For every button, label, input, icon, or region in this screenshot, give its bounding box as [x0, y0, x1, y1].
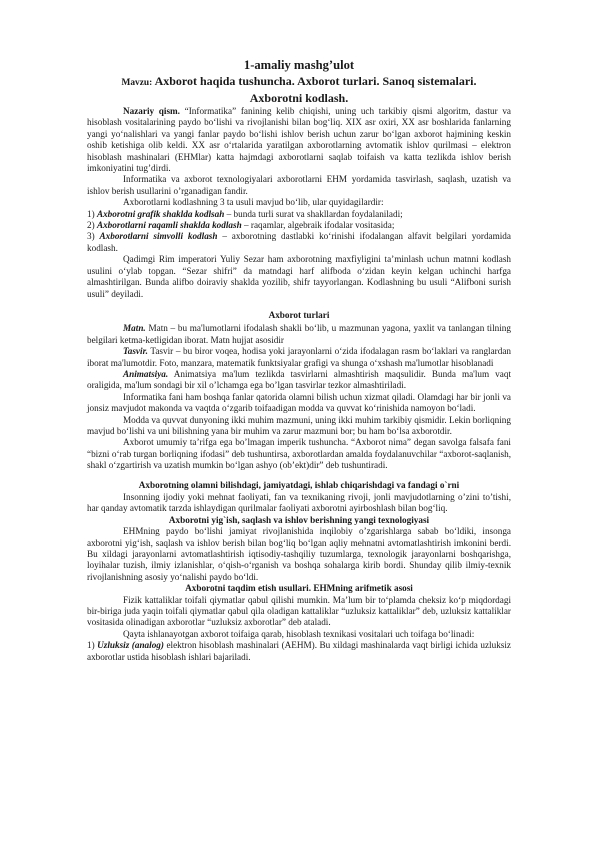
list-item	[87, 209, 511, 220]
info-type-item	[87, 369, 511, 392]
list-item-term: Axborotlarni raqamli shaklda kodlash	[96, 220, 242, 231]
page-title: 1-amaliy mashg’ulot	[243, 58, 355, 72]
section-heading-info-types: Axborot turlari	[268, 309, 330, 320]
list-item-text: elektron hisoblash mashinalari (AEHM). Bu xildagi mashinalarda vaqt birligi ichida uzluksiz axborotlar ustida hisoblash ishlari bajariladi.	[87, 640, 511, 662]
info-type-text: Animatsiya ma'lum tezlikda tasvirlarni almashtirish maqsulidir. Bunda ma'lum vaqt oraligida, ma'lum sondagi bir xil o’lchamga ega bo’lgan tasvirlar tezkor almashtiriladi.	[87, 368, 511, 391]
intro-paragraph-3: Axborotlarni kodlashning 3 ta usuli mavjud bo‘lib, ular quyidagilardir:	[123, 197, 384, 208]
info-type-text: Matn – bu ma'lumotlarni ifodalash shakli bo‘lib, u mazmunan yagona, yaxlit va tanlangan tilning belgilari ketma-ketligidan iborat. Matn hujjat asosidir	[87, 323, 511, 345]
section4-paragraph-2: Qayta ishlanayotgan axborot toifaiga qarab, hisoblash texnikasi vositalari uch toifaga bo‘linadi:	[123, 628, 475, 639]
section4-paragraph-1: Fizik kattaliklar toifali qiymatlar qabul qilishi mumkin. Ma’lum bir to‘plamda cheksiz ko‘p miqdordagi bir-biriga juda yaqin toifali qiymatlar qabul qila oladigan kattaliklar “uzluksiz kattaliklar” deb, uzluksiz kattaliklar vositasida olinadigan axborotlar “uzluksiz axborotlar” deb ataladi.	[87, 594, 511, 628]
topic-text: Axborot haqida tushuncha. Axborot turlari. Sanoq sistemalari.	[154, 74, 477, 88]
list-item-number: 1)	[87, 208, 97, 219]
intro-text-1: “Informatika” fanining kelib chiqishi, uning uch tarkibiy qismi algoritm, dastur va hisoblash vositalarining paydo bo‘lishi va rivojlanishi bilan bog‘liq. XIX asr oxiri, XX asr boshlarida fanlarning yangi yo‘nalishlari va yangi fanlar paydo bo‘lishi ishlov berish uchun zarur bo‘lgan axborot hajmining keskin oshib ketishiga olib keldi. XX asr o‘rtalarida yaratilgan axborotlarning avtomatik ishlov qurilmasi – elektron hisoblash mashinalari (EHMlar) katta hajmdagi axborotlarni saqlab toifaish va katta tezlikda ishlov berish imkoniyatini tug’dirdi.	[87, 106, 512, 174]
info-type-item	[87, 346, 511, 369]
topic-label: Mavzu:	[121, 78, 153, 88]
intro-paragraph-2: Informatika va axborot texnologiyalari axborotlarni EHM yordamida tasvirlash, saqlash, uzatish va ishlov berish usullarini o’rganadigan fandir.	[87, 174, 511, 196]
section3-paragraph-1: EHMning paydo bo‘lishi jamiyat rivojlanishida inqilobiy o’zgarishlarga sabab bo‘ldiki, insonga axborotni yig‘ish, saqlash va ishlov berish bilan bog‘liq bo‘lgan aqliy mehnatni avtomatlashtirish imkonini berdi. Bu xildagi jarayonlarni avtomatlashtirish iqtisodiy-tashqiliy tuzumlarga, texnologik jarayonlarni boshqarishga, loyihalar tuzish, ilmiy izlanishlar, o‘qish-o‘rganish va boshqa sohalarga kirib bordi. Shunday qilib ilmiy-texnik rivojlanishning asosiy yo‘nalishi paydo bo‘ldi.	[87, 526, 511, 582]
list-item-number: 1)	[87, 640, 98, 651]
theory-lead: Nazariy qism.	[123, 106, 180, 116]
section1-paragraph-1: Informatika fani ham boshqa fanlar qatorida olamni bilish uchun xizmat qiladi. Olamdagi har bir jonli va jonsiz mavjudot makonda va vaqtda o‘zgarib toifaadigan modda va quvvat ko‘rinishida namoyon bo‘ladi.	[87, 391, 511, 414]
list-item-term: Axborotlarni simvolli kodlash	[99, 231, 218, 242]
list-item	[87, 640, 511, 663]
list-item-text: – raqamlar, algebraik ifodalar vositasida;	[241, 220, 395, 231]
section2-paragraph-1: Insonning ijodiy yoki mehnat faoliyati, fan va texnikaning rivoji, jonli mavjudotlarning o’zini to’tishi, har qanday avtomatik tarzda ishlaydigan qurilmalar faoliyati axborotni ayirboshlash bilan bog‘liq.	[87, 492, 511, 514]
document-body	[87, 58, 511, 663]
intro-paragraph-1	[87, 106, 511, 174]
list-item	[87, 231, 511, 254]
info-type-term: Matn.	[123, 323, 146, 334]
intro-paragraph-4: Qadimgi Rim imperatori Yuliy Sezar ham axborotning maxfiyligini ta’minlash uchun matnni kodlash usulini o‘ylab topgan. “Sezar shifri” da matndagi harf alifboda o‘zidan keyin kelgan uchinchi harfga almashtirilgan. Bunda alifbo doiraviy shaklda yozilib, shifr tayyorlangan. Kodlashning bu usuli “Alifboni surish usuli” deyiladi.	[87, 254, 511, 299]
list-item-text: – axborotning dastlabki ko‘rinishi ifodalangan alfavit belgilari yordamida kodlash.	[87, 231, 511, 253]
section1-paragraph-3: Axborot umumiy ta’rifga ega bo’lmagan imperik tushuncha. “Axborot nima” degan savolga falsafa fani “bizni o‘rab turgan borliqning ifodasi” deb tushuntirsa, axborotlardan amalda foydalanuvchilar “axborot-saqlanish, shakl o‘zgartirish va uzatish mumkin bo‘lgan ashyo (ob’ekt)dir” deb tushuntiradi.	[87, 437, 511, 471]
list-item-term: Axborotni grafik shaklda kodlsah	[96, 208, 225, 219]
section-heading-representation-methods: Axborotni taqdim etish usullari. EHMning arifmetik asosi	[185, 583, 413, 594]
list-item-term: Uzluksiz (analog)	[97, 640, 164, 651]
info-type-item	[87, 323, 511, 346]
section1-paragraph-2: Modda va quvvat dunyoning ikki muhim mazmuni, uning ikki muhim tarkibiy qismidir. Lekin borliqning mavjud bo‘lishi va uni bilishning yana bir muhim va zarur mazmuni bor; bu ham bo‘lsa axborotdir.	[87, 414, 511, 436]
list-item	[87, 220, 511, 231]
list-item-text: – bunda turli surat va shakllardan foydalaniladi;	[224, 208, 403, 219]
section-heading-role-of-information: Axborotning olamni bilishdagi, jamiyatdagi, ishlab chiqarishdagi va fandagi o`rni	[138, 479, 460, 490]
info-type-term: Animatsiya.	[123, 368, 169, 379]
topic-line	[87, 74, 511, 91]
topic-text-continued: Axborotni kodlash.	[249, 90, 349, 105]
info-type-text: Tasvir – bu biror voqea, hodisa yoki jarayonlarni o‘zida ifodalagan rasm bo‘laklari va ranglardan iborat ma'lumotdir. Foto, manzara, matematik funktsiyalar grafigi va shunga o‘xshash ma'lumotlar hisoblanadi	[87, 346, 511, 368]
list-item-number: 3)	[87, 231, 100, 242]
info-type-term: Tasvir.	[123, 346, 148, 357]
section-heading-new-technology: Axborotni yig`ish, saqlash va ishlov berishning yangi texnologiyasi	[168, 514, 430, 525]
list-item-number: 2)	[87, 220, 97, 231]
